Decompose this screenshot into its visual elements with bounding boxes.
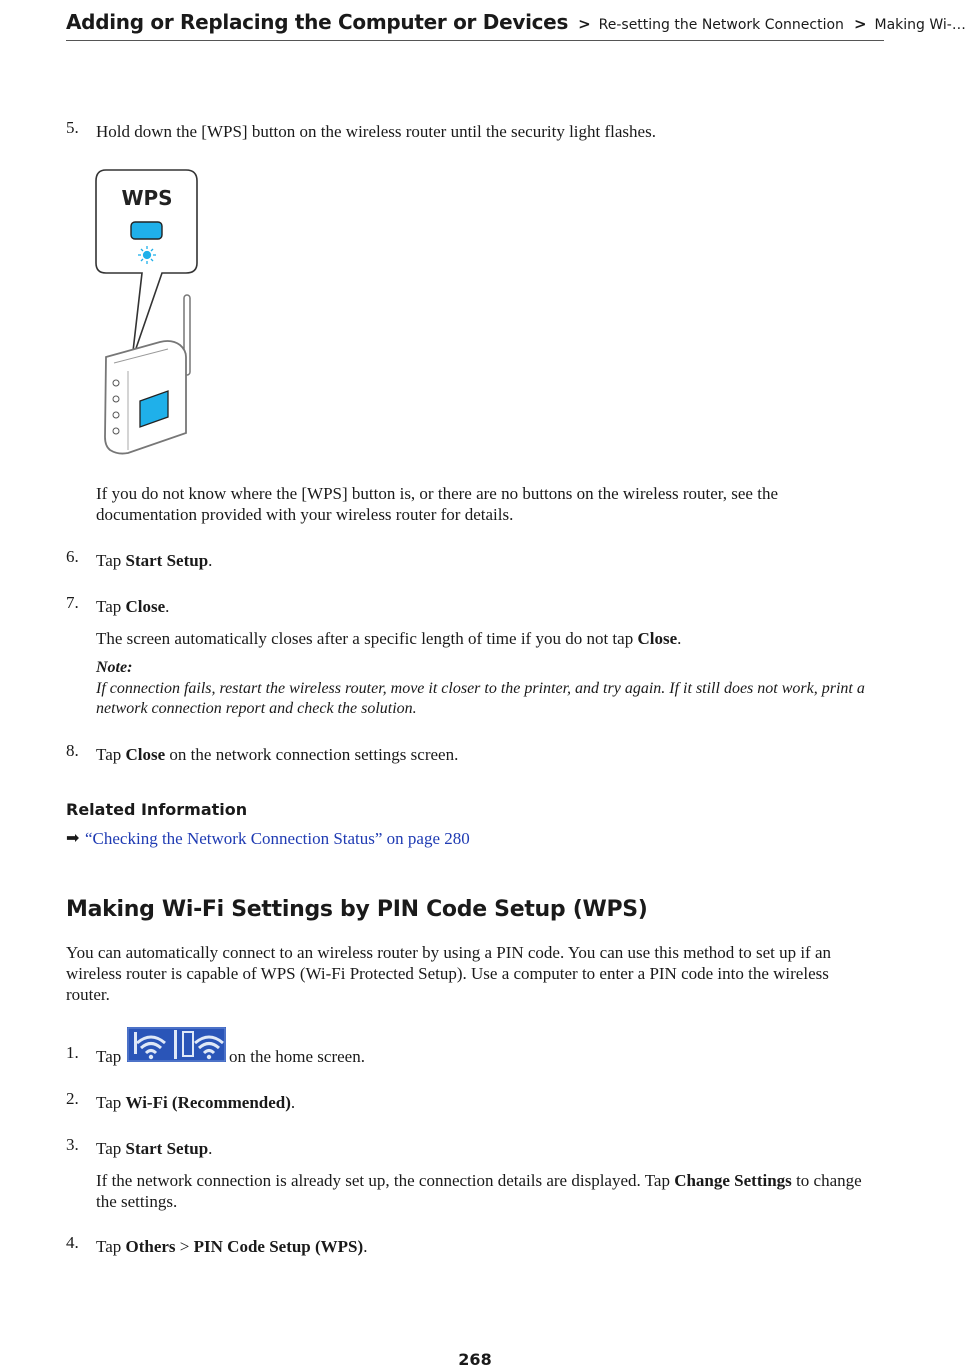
step-number: 5.: [66, 118, 79, 137]
step-detail: If the network connection is already set up, the connection details are displayed. Tap Change Settings to change the settings.: [96, 1171, 862, 1211]
step-text: Tap Close.: [96, 597, 170, 616]
ui-term: Start Setup: [125, 1139, 209, 1158]
step-detail: The screen automatically closes after a specific length of time if you do not tap Close.: [96, 629, 682, 648]
ui-term: Close: [637, 629, 678, 648]
page-number: 268: [458, 1350, 492, 1369]
step-text: Tap Start Setup.: [96, 1139, 213, 1158]
step-number: 8.: [66, 741, 79, 760]
chapter-title: Adding or Replacing the Computer or Devices: [66, 10, 569, 34]
breadcrumb-separator: >: [853, 15, 867, 33]
related-link[interactable]: “Checking the Network Connection Status” on page 280: [85, 829, 470, 848]
step-text: Tap Close on the network connection settings screen.: [96, 745, 459, 764]
breadcrumb-subsection[interactable]: Making Wi-…: [874, 17, 966, 33]
section-title: Making Wi-Fi Settings by PIN Code Setup (WPS): [66, 897, 648, 922]
step-text: Tap Start Setup.: [96, 551, 213, 570]
step-text: Tap Others > PIN Code Setup (WPS).: [96, 1237, 368, 1256]
step-text: Tap Wi-Fi (Recommended).: [96, 1093, 296, 1112]
ui-term: Others: [125, 1237, 176, 1256]
step-number: 6.: [66, 547, 79, 566]
breadcrumb-separator: >: [578, 15, 591, 33]
note-label: Note:: [96, 659, 133, 676]
arrow-icon: ➡: [66, 830, 80, 847]
section-intro: You can automatically connect to an wireless router by using a PIN code. You can use this method to set up if an wireless router is capable of WPS (Wi-Fi Protected Setup). Use a computer to enter a PIN code into the wireless router.: [66, 943, 832, 1004]
wps-label: WPS: [121, 186, 173, 210]
wifi-status-icon[interactable]: [127, 1027, 226, 1062]
step-number: 3.: [66, 1135, 79, 1154]
ui-term: PIN Code Setup (WPS): [193, 1237, 364, 1256]
step-text: Hold down the [WPS] button on the wireless router until the security light flashes.: [96, 122, 656, 141]
ui-term: Change Settings: [674, 1171, 792, 1190]
step-number: 2.: [66, 1089, 79, 1108]
related-info-heading: Related Information: [66, 800, 248, 819]
step-number: 4.: [66, 1233, 79, 1252]
step-text-suffix: on the home screen.: [229, 1047, 365, 1066]
ui-term: Wi-Fi (Recommended): [125, 1093, 291, 1112]
wps-button-icon: [131, 222, 162, 239]
page-header: [66, 10, 966, 41]
ui-term: Close: [125, 745, 166, 764]
breadcrumb-section[interactable]: Re-setting the Network Connection: [598, 17, 844, 33]
step-number: 7.: [66, 593, 79, 612]
note-text: If connection fails, restart the wireless router, move it closer to the printer, and try again. If it still does not work, print a network connection report and check the solution.: [96, 680, 865, 717]
ui-term: Start Setup: [125, 551, 209, 570]
step-note: If you do not know where the [WPS] button is, or there are no buttons on the wireless router, see the documentation provided with your wireless router for details.: [96, 484, 778, 524]
step-text: Tap: [96, 1047, 122, 1066]
wps-router-illustration: [90, 165, 210, 460]
ui-term: Close: [125, 597, 166, 616]
step-number: 1.: [66, 1043, 79, 1062]
